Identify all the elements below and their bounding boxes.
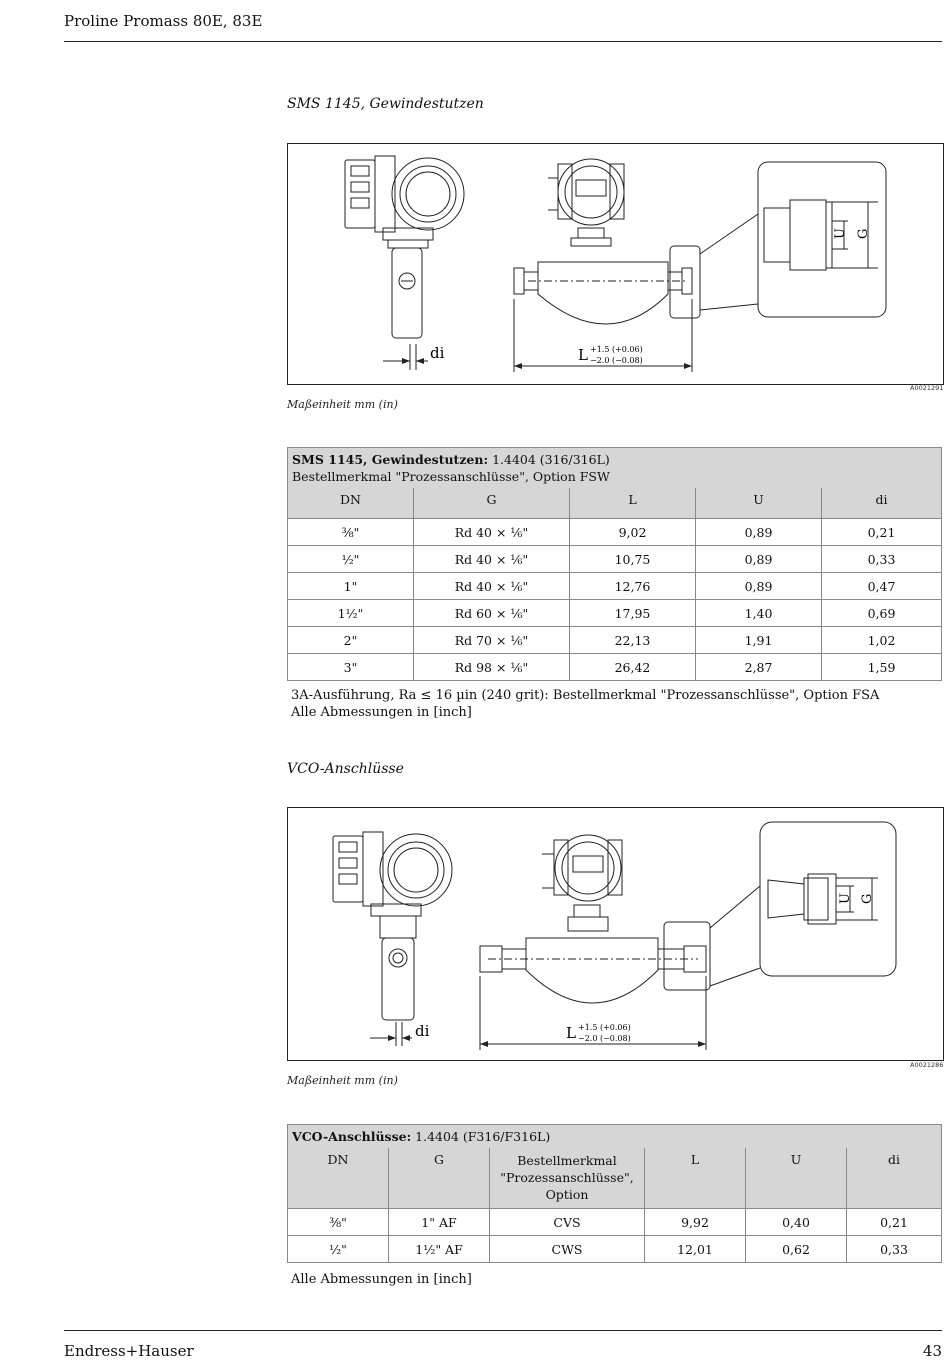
cell-u: 2,87 <box>696 654 822 681</box>
col-header-l: L <box>570 488 696 519</box>
col-header-dn: DN <box>288 1148 389 1209</box>
col-header-u: U <box>696 488 822 519</box>
note-units-inch: Alle Abmessungen in [inch] <box>291 705 472 720</box>
cell-l: 17,95 <box>570 600 696 627</box>
table-sms-header-row <box>288 488 942 519</box>
table-vco <box>287 1124 942 1263</box>
fig2-label-L: L <box>566 1024 576 1042</box>
fig1-label-U: U <box>833 228 848 239</box>
table-vco-title-material: 1.4404 (F316/F316L) <box>411 1129 551 1144</box>
figure-caption-vco: Maßeinheit mm (in) <box>287 1074 398 1087</box>
cell-dn: 1" <box>288 573 414 600</box>
cell-g: Rd 40 × ¹⁄₆" <box>414 519 570 546</box>
cell-g: Rd 70 × ¹⁄₆" <box>414 627 570 654</box>
table-row <box>288 627 942 654</box>
table-sms-subtitle: Bestellmerkmal "Prozessanschlüsse", Option FSW <box>292 469 610 484</box>
col-header-g: G <box>389 1148 490 1209</box>
fig2-label-di: di <box>415 1022 430 1040</box>
cell-u: 0,62 <box>746 1236 847 1263</box>
cell-dn: ½" <box>288 546 414 573</box>
fig2-label-tol-down: −2.0 (−0.08) <box>578 1034 631 1043</box>
cell-dn: ³⁄₈" <box>288 519 414 546</box>
fig1-label-tol-up: +1.5 (+0.06) <box>590 345 643 354</box>
table-vco-title-row <box>288 1125 942 1149</box>
table-row <box>288 600 942 627</box>
cell-di: 0,21 <box>822 519 942 546</box>
col-header-dn: DN <box>288 488 414 519</box>
note-units-inch-vco: Alle Abmessungen in [inch] <box>291 1272 472 1287</box>
table-row <box>288 654 942 681</box>
figure-vco-drawing <box>287 807 944 1061</box>
cell-di: 0,47 <box>822 573 942 600</box>
cell-l: 26,42 <box>570 654 696 681</box>
table-row <box>288 546 942 573</box>
cell-u: 0,89 <box>696 573 822 600</box>
cell-di: 0,21 <box>847 1209 942 1236</box>
cell-l: 9,92 <box>645 1209 746 1236</box>
footer-brand: Endress+Hauser <box>64 1342 194 1360</box>
fig2-label-U: U <box>838 893 853 904</box>
cell-dn: 3" <box>288 654 414 681</box>
cell-g: Rd 40 × ¹⁄₆" <box>414 546 570 573</box>
cell-g: 1" AF <box>389 1209 490 1236</box>
cell-dn: ½" <box>288 1236 389 1263</box>
cell-option: CVS <box>490 1209 645 1236</box>
fig1-label-G: G <box>856 228 871 239</box>
cell-dn: 2" <box>288 627 414 654</box>
fig2-label-tol-up: +1.5 (+0.06) <box>578 1023 631 1032</box>
header-rule <box>64 41 942 42</box>
table-sms-title-row <box>288 448 942 489</box>
col-header-di: di <box>822 488 942 519</box>
cell-di: 1,59 <box>822 654 942 681</box>
figure-id-sms: A0021291 <box>910 384 944 392</box>
section-title-sms: SMS 1145, Gewindestutzen <box>287 96 484 112</box>
cell-g: Rd 60 × ¹⁄₆" <box>414 600 570 627</box>
fig1-label-tol-down: −2.0 (−0.08) <box>590 356 643 365</box>
cell-di: 0,33 <box>847 1236 942 1263</box>
fig1-label-L: L <box>578 346 588 364</box>
note-3a-version: 3A-Ausführung, Ra ≤ 16 µin (240 grit): Bestellmerkmal "Prozessanschlüsse", Option FSA <box>291 688 880 703</box>
cell-u: 1,40 <box>696 600 822 627</box>
cell-u: 0,40 <box>746 1209 847 1236</box>
page-number: 43 <box>922 1342 942 1360</box>
cell-l: 10,75 <box>570 546 696 573</box>
vco-dimension-drawing <box>288 808 943 1060</box>
table-row <box>288 1236 942 1263</box>
table-vco-title-bold: VCO-Anschlüsse: <box>292 1129 412 1144</box>
table-sms-title-bold: SMS 1145, Gewindestutzen: <box>292 452 489 467</box>
table-vco-header-row <box>288 1148 942 1209</box>
cell-di: 1,02 <box>822 627 942 654</box>
cell-di: 0,33 <box>822 546 942 573</box>
col-header-di: di <box>847 1148 942 1209</box>
table-sms <box>287 447 942 681</box>
sms-dimension-drawing <box>288 144 943 384</box>
section-title-vco: VCO-Anschlüsse <box>287 761 404 777</box>
cell-di: 0,69 <box>822 600 942 627</box>
table-sms-title-material: 1.4404 (316/316L) <box>488 452 610 467</box>
fig2-label-G: G <box>860 893 875 904</box>
cell-option: CWS <box>490 1236 645 1263</box>
cell-u: 0,89 <box>696 519 822 546</box>
cell-u: 0,89 <box>696 546 822 573</box>
page-header-title: Proline Promass 80E, 83E <box>64 12 263 30</box>
figure-id-vco: A0021286 <box>910 1061 944 1069</box>
table-row <box>288 1209 942 1236</box>
col-header-u: U <box>746 1148 847 1209</box>
table-row <box>288 573 942 600</box>
table-row <box>288 519 942 546</box>
footer-rule <box>64 1330 942 1331</box>
figure-sms-drawing <box>287 143 944 385</box>
figure-caption-sms: Maßeinheit mm (in) <box>287 398 398 411</box>
cell-g: Rd 98 × ¹⁄₆" <box>414 654 570 681</box>
cell-dn: 1½" <box>288 600 414 627</box>
cell-l: 9,02 <box>570 519 696 546</box>
fig1-label-di: di <box>430 344 445 362</box>
col-header-g: G <box>414 488 570 519</box>
cell-g: Rd 40 × ¹⁄₆" <box>414 573 570 600</box>
col-header-order-option: Bestellmerkmal "Prozessanschlüsse", Option <box>490 1148 645 1209</box>
cell-l: 12,01 <box>645 1236 746 1263</box>
cell-l: 22,13 <box>570 627 696 654</box>
cell-u: 1,91 <box>696 627 822 654</box>
cell-l: 12,76 <box>570 573 696 600</box>
cell-g: 1½" AF <box>389 1236 490 1263</box>
col-header-l: L <box>645 1148 746 1209</box>
cell-dn: ³⁄₈" <box>288 1209 389 1236</box>
